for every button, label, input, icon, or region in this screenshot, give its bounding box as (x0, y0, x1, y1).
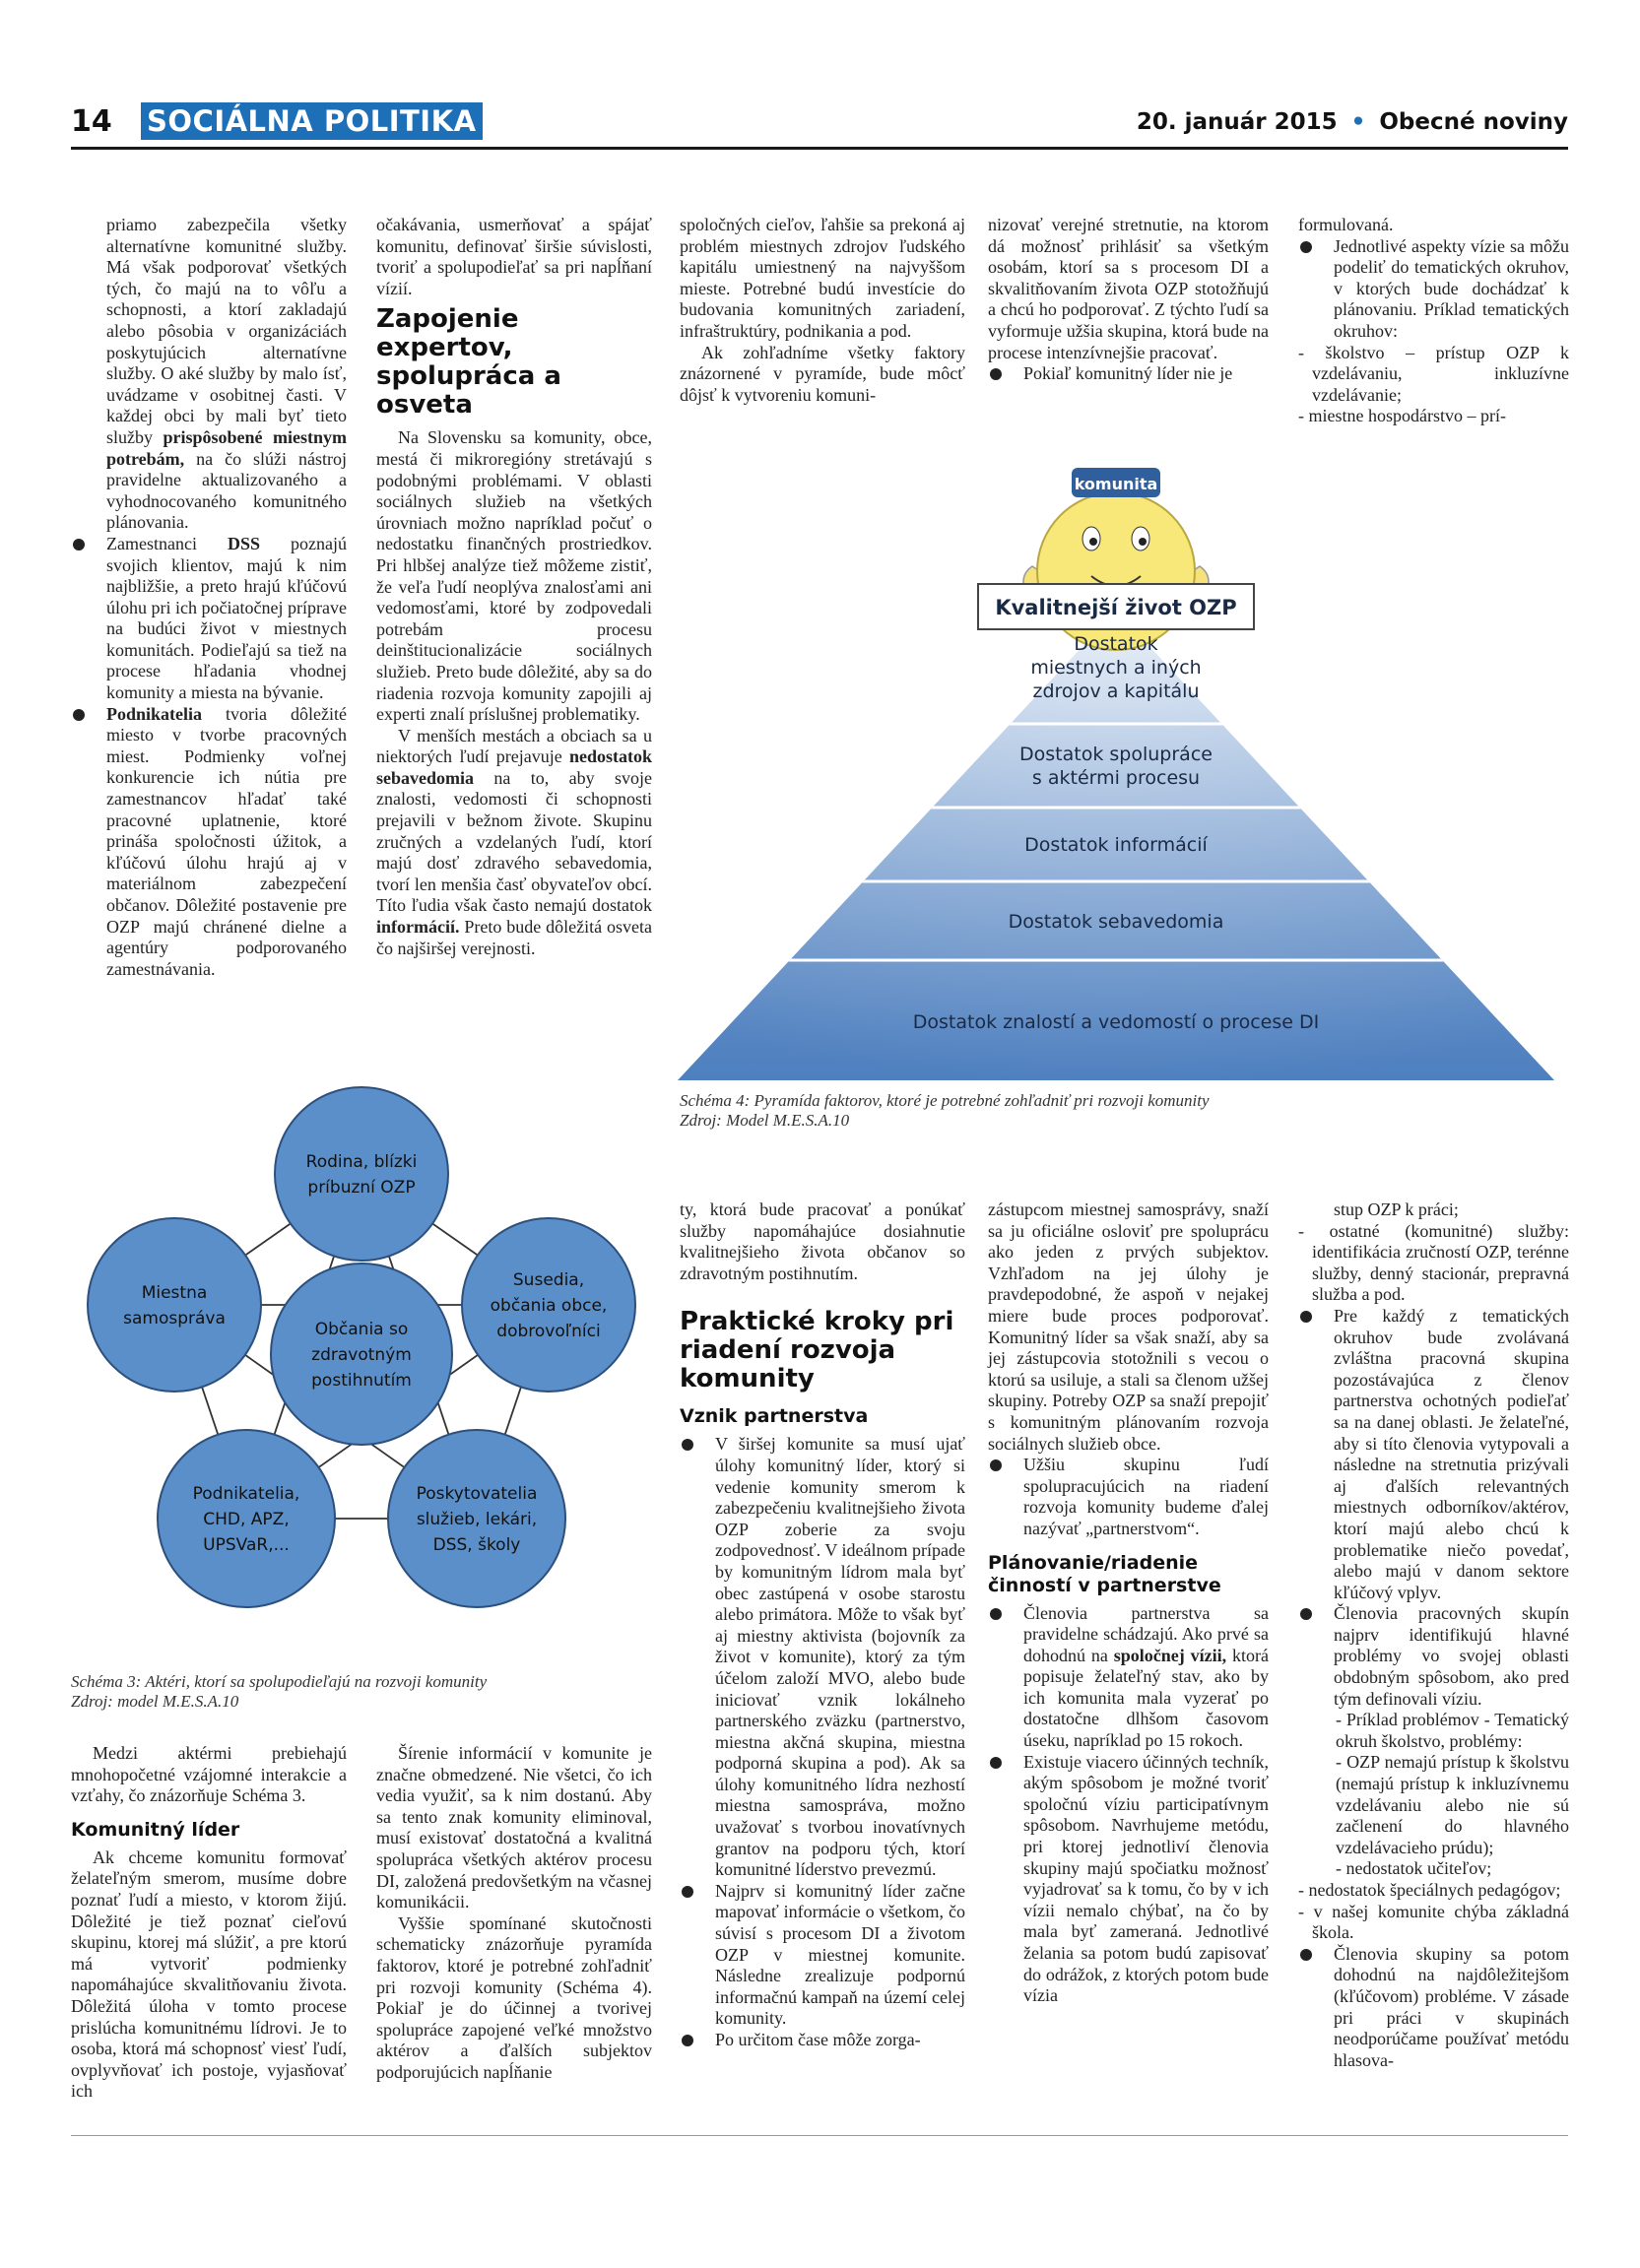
actor-label: Miestna (141, 1283, 208, 1303)
bullet-item (71, 534, 347, 704)
column-1-top (71, 215, 347, 980)
bullet-item: Po určitom čase môže zorga- (680, 2030, 965, 2051)
bullet-item: Užšiu skupinu ľudí spolupracujúcich na riadení rozvoja komunity budeme ďalej nazývať „partnerstvom“. (988, 1455, 1269, 1539)
publication-name: Obecné noviny (1379, 109, 1568, 135)
actor-circle-top (275, 1087, 448, 1261)
paragraph: spoločných cieľov, ľahšie sa prekoná aj problém miestnych zdrojov ľudského kapitálu umiestnený na najvyššom mieste. Potrebné budú investície do budovania komunitných zariadení, infraštruktúry, podnikania a pod. (680, 215, 965, 341)
bullet-item (988, 1603, 1269, 1752)
column-2-bottom (376, 1743, 652, 2084)
actor-label: samospráva (123, 1309, 226, 1328)
column-5-top (1298, 215, 1569, 427)
actor-label: občania obce, (490, 1296, 608, 1316)
paragraph (376, 726, 652, 960)
paragraph: Vyššie spomínané skutočnosti schematicky znázorňuje pyramída faktorov, ktoré je potrebné zohľadniť pri rozvoji komunity (Schéma 4). Pokiaľ je do účinnej a tvorivej spolupráce zapojené veľké množstvo aktérov a ďalších subjektov podporujúcich napĺňanie (376, 1912, 652, 2082)
dash-item: - ostatné (komunitné) služby: identifikácia zručností OZP, terénne služby, denný stacionár, prepravná služba a pod. (1298, 1220, 1569, 1305)
header-rule (71, 147, 1568, 150)
column-1-bottom (71, 1743, 347, 2103)
paragraph: očakávania, usmerňovať a spájať komunitu, definovať širšie súvislosti, tvoriť a spolupodieľať sa pri napĺňaní vízií. (376, 215, 652, 298)
pyramid-level-label: miestnych a iných (1030, 657, 1202, 679)
pyramid-level-label: zdrojov a kapitálu (1032, 680, 1200, 702)
bold-text: informácií. (376, 917, 460, 938)
paragraph: stup OZP k práci; (1334, 1199, 1459, 1219)
column-3-bottom (680, 1199, 965, 2051)
dash-item: - v našej komunite chýba základná škola. (1298, 1901, 1569, 1943)
paragraph: Ak chceme komunitu formovať želateľným smerom, musíme dobre poznať ľudí a miesto, v ktorom žijú. Dôležité je tiež poznať cieľovú skupinu, ktorej má slúžiť, a pre ktorú má vytvoriť podmienky napomáhajúce skvalitňovaniu života. Dôležitá úloha v tomto procese prislúcha komunitnému lídrovi. Je to osoba, ktorá má schopnosť viesť ľudí, ovplyvňovať ich postoje, vyjasňovať ich (71, 1847, 347, 2102)
dash-item: - nedostatok špeciálnych pedagógov; (1298, 1880, 1561, 1900)
column-2-top (376, 215, 652, 959)
actor-label: Podnikatelia, (192, 1484, 300, 1504)
actor-label: zdravotným (311, 1345, 412, 1365)
dash-item: - miestne hospodárstvo – prí- (1298, 406, 1506, 426)
actor-circle-left (88, 1218, 261, 1392)
pyramid-diagram (678, 448, 1554, 1088)
sub-item: - nedostatok učiteľov; (1336, 1858, 1492, 1879)
pyramid-caption (680, 1091, 1556, 1131)
text: na to, aby svoje znalosti, vedomosti či schopnosti prejavili v bežnom živote. Skupinu zručných a vzdelaných ľudí, ktorí majú dosť zdravého sebavedomia, tvorí len menšia časť obyvateľov obcí. Títo ľudia však často nemajú dostatok (376, 767, 652, 916)
pyramid-level-label: Dostatok znalostí a vedomostí o procese DI (912, 1011, 1320, 1033)
text: V menších mestách a obciach sa u niektorých ľudí prejavuje (376, 725, 652, 767)
subsection-heading: Plánovanie/riadenie činností v partnerstve (988, 1551, 1221, 1596)
subsection-heading: Vznik partnerstva (680, 1405, 869, 1428)
bullet-item: V širšej komunite sa musí ujať úlohy komunitný líder, ktorý si vedenie komunity smerom k zabezpečeniu kvalitnejšieho života OZP zoberie za svoju zodpovednosť. V ideálnom prípade by komunitným lídrom mala byť obec zastúpená v osobe starostu alebo primátora. Môže to však byť aj miestny aktivista (bojovník za život v komunite), ktorý za tým účelom založí MVO, alebo bude iniciovať vznik lokálneho partnerského zväzku (partnerstvo, miestna akčná skupina, miestna podporná skupina a pod). Ak sa úlohy komunitného lídra nezhostí miestna samospráva, možno uvažovať s tvorbou inovatívnych grantov na podporu tých, ktorí komunitné líderstvo prevezmú. (680, 1434, 965, 1880)
paragraph: Medzi aktérmi prebiehajú mnohopočetné vzájomné interakcie a vzťahy, čo znázorňuje Schéma 3. (71, 1743, 347, 1806)
bullet-item: Najprv si komunitný líder začne mapovať informácie o všetkom, čo súvisí s procesom DI a životom OZP v miestnej komunite. Následne zrealizuje podpornú informačnú kampaň na území celej komunity. (680, 1881, 965, 2030)
separator-dot: • (1350, 109, 1366, 135)
actor-label: Susedia, (512, 1270, 585, 1290)
actor-label: príbuzní OZP (307, 1178, 416, 1198)
text: poznajú svojich klientov, majú k nim najbližšie, a preto hrajú kľúčovú úlohu pri ich počiatočnej príprave na budúci život v miestnych komunitách. Podieľajú sa tiež na procese hľadania vhodnej komunity a miesta na bývanie. (106, 533, 347, 703)
actor-label: DSS, školy (432, 1535, 521, 1555)
bold-text: spoločnej vízii, (1113, 1645, 1227, 1665)
caption-line: Schéma 4: Pyramída faktorov, ktoré je potrebné zohľadniť pri rozvoji komunity (680, 1091, 1210, 1110)
bullet-item: Existuje viacero účinných techník, akým spôsobom je možné tvoriť spoločnú víziu participatívnym spôsobom. Navrhujeme metódu, pri ktorej jednotliví členovia skupiny majú spočiatku možnosť vyjadrovať sa k tomu, čo by v ich vízii nemalo chýbať, na čo by mala byť zameraná. Jednotlivé želania sa potom budú zapisovať do odrážok, z ktorých potom bude vízia (988, 1752, 1269, 2007)
bullet-item: Členovia skupiny sa potom dohodnú na najdôležitejšom (kľúčovom) probléme. V zásade pri práci v skupinách neodporúčame používať metódu hlasova- (1298, 1944, 1569, 2072)
paragraph: nizovať verejné stretnutie, na ktorom dá možnosť prihlásiť sa všetkým osobám, ktorí sa s procesom DI a skvalitňovaním života OZP stotožňujú a chcú ho podporovať. Z týchto ľudí sa vyformuje užšia skupina, ktorá bude na procese intenzívnejšie pracovať. (988, 215, 1269, 362)
text: Členovia partnerstva sa pravidelne schádzajú. Ako prvé sa dohodnú na (1023, 1602, 1269, 1665)
actors-diagram (71, 1073, 652, 1664)
page-number: 14 (71, 104, 112, 139)
actors-caption (71, 1672, 652, 1712)
masthead-right (1137, 109, 1568, 135)
bold-text: Podnikatelia (106, 703, 203, 724)
actor-label: služieb, lekári, (416, 1510, 538, 1529)
actor-circles (88, 1087, 635, 1607)
bold-text: nedostatok sebavedomia (376, 746, 652, 788)
column-4-top (988, 215, 1269, 385)
bold-text: DSS (227, 533, 260, 553)
paragraph: formulovaná. (1298, 215, 1394, 234)
pyramid-level-label: Dostatok informácií (1024, 834, 1208, 856)
paragraph: Ak zohľadníme všetky faktory znázornené v pyramíde, bude môcť dôjsť k vytvoreniu komuni- (680, 342, 965, 405)
actor-label: Občania so (314, 1320, 409, 1339)
pyramid-level-label: Dostatok (1074, 633, 1158, 655)
section-title: SOCIÁLNA POLITIKA (141, 102, 483, 140)
section-heading: Praktické kroky pri riadení rozvoja komunity (680, 1307, 954, 1394)
text: ktorá popisuje želateľný stav, ako by ich komunita mala vyzerať po dostatočne dlhšom časovom úseku, napríklad po 15 rokoch. (1023, 1645, 1269, 1751)
text: Preto bude dôležitá osveta čo najširšej verejnosti. (376, 917, 652, 958)
dash-item: - školstvo – prístup OZP k vzdelávaniu, inkluzívne vzdelávanie; (1298, 342, 1569, 405)
footer-rule (71, 2135, 1568, 2136)
sub-item: - OZP nemajú prístup k školstvu (nemajú prístup k inkluzívnemu vzdelávaniu alebo nie sú začlenení do hlavného vzdelávacieho prúdu); (1336, 1752, 1569, 1857)
pyramid-banner-text: Kvalitnejší život OZP (995, 596, 1237, 619)
bullet-item: Jednotlivé aspekty vízie sa môžu podeliť do tematických okruhov, v ktorých bude dochádzať k plánovaniu. Príklad tematických okruhov: (1298, 236, 1569, 343)
actor-label: Rodina, blízki (305, 1152, 418, 1172)
text: Zamestnanci (106, 533, 228, 553)
pyramid-level-label: s aktérmi procesu (1031, 767, 1201, 789)
actor-label: UPSVaR,... (203, 1535, 290, 1555)
column-3-top (680, 215, 965, 406)
section-heading: Komunitný líder (71, 1818, 240, 1841)
caption-source: Zdroj: Model M.E.S.A.10 (680, 1111, 850, 1130)
column-5-bottom (1298, 1199, 1569, 2071)
caption-source: Zdroj: model M.E.S.A.10 (71, 1692, 239, 1711)
pyramid-level-label: Dostatok spolupráce (1019, 744, 1213, 765)
sub-item: - Príklad problémov - Tematický okruh školstvo, problémy: (1336, 1710, 1569, 1751)
issue-date: 20. január 2015 (1136, 109, 1338, 135)
text: priamo zabezpečila všetky alternatívne komunitné služby. Má však podporovať všetkých tých, čo majú na to vôľu a schopnosti, a ktorí zakladajú alebo pôsobia v organizáciách poskytujúcich alternatívne služby. O aké služby by malo ísť, uvádzame v osobitnej časti. V každej obci by mali byť tieto služby (106, 215, 347, 447)
actor-label: CHD, APZ, (203, 1510, 290, 1529)
paragraph: ty, ktorá bude pracovať a ponúkať služby napomáhajúce dosiahnutie kvalitnejšieho života občanov so zdravotným postihnutím. (680, 1199, 965, 1283)
bullet-item (71, 704, 347, 981)
face-label: komunita (1074, 475, 1158, 493)
paragraph: Šírenie informácií v komunite je značne obmedzené. Nie všetci, čo ich vedia využiť, sa k nim dostanú. Aby sa tento znak komunity eliminoval, musí existovať dostatočná a kvalitná spolupráca všetkých aktérov procesu DI, založená predovšetkým na včasnej komunikácii. (376, 1743, 652, 1912)
section-heading: Zapojenie expertov, spolupráca a osveta (376, 304, 561, 421)
text: na čo slúži nástroj pravidelne aktualizovaného a vyhodnocovaného komunitného plánovania. (106, 448, 347, 533)
bullet-item: Pokiaľ komunitný líder nie je (988, 363, 1269, 385)
caption-line: Schéma 3: Aktéri, ktorí sa spolupodieľajú na rozvoji komunity (71, 1672, 488, 1691)
actor-label: Poskytovatelia (416, 1484, 538, 1504)
paragraph: zástupcom miestnej samosprávy, snaží sa ju oficiálne osloviť pre spoluprácu ako jeden z prvých subjektov. Vzhľadom na jej úlohy je pravdepodobné, že aspoň v nejakej miere bude proces podporovať. Komunitný líder sa však snaží, aby sa jej zástupcovia stotožnili s vecou o ktorú sa usiluje, a stali sa členom užšej skupiny. Potreby OZP sa snaží prepojiť s komunitným plánovaním rozvoja sociálnych služieb obce. (988, 1199, 1269, 1454)
paragraph: Na Slovensku sa komunity, obce, mestá či mikroregióny stretávajú s podobnými problémami. V oblasti sociálnych služieb na všetkých úrovniach možno napríklad počuť o nedostatku finančných prostriedkov. Pri hlbšej analýze tiež môžeme zistiť, že veľa ľudí neoplýva znalosťami ani vedomosťami, ktoré by zodpovedali potrebám procesu deinštitucionalizácie sociálnych služieb. Preto bude dôležité, aby sa do riadenia rozvoja komunity zapojili aj experti znalí príslušnej problematiky. (376, 427, 652, 725)
column-4-bottom (988, 1199, 1269, 2007)
pyramid-level-label: Dostatok sebavedomia (1008, 911, 1224, 933)
bold-text: prispôsobené miestnym potrebám, (106, 426, 348, 469)
actor-label: postihnutím (311, 1371, 412, 1391)
paragraph (71, 215, 347, 534)
bullet-item: Členovia pracovných skupín najprv identifikujú hlavné problémy vo svojej oblasti obdobným spôsobom, ako pred tým definovali víziu. (1298, 1603, 1569, 1710)
bullet-item: Pre každý z tematických okruhov bude zvolávaná zvláštna pracovná skupina pozostávajúca z členov partnerstva ochotných podieľať sa na danej oblasti. Je želateľné, aby si títo členovia vytypovali a následne na stretnutia prizývali aj ďalších relevantných miestnych odborníkov/aktérov, ktorí majú alebo chcú k problematike niečo povedať, alebo majú v danom sektore kľúčový vplyv. (1298, 1306, 1569, 1603)
actor-label: dobrovoľníci (496, 1322, 601, 1341)
text: tvoria dôležité miesto v tvorbe pracovných miest. Podmienky voľnej konkurencie ich nútia pre zamestnancov hľadať také pracovné uplatnenie, ktoré prináša spoločnosti úžitok, a kľúčovú úlohu hrajú aj v materiálnom zabezpečení občanov. Dôležité postavenie pre OZP majú chránené dielne a agentúry podporovaného zamestnávania. (106, 703, 347, 979)
